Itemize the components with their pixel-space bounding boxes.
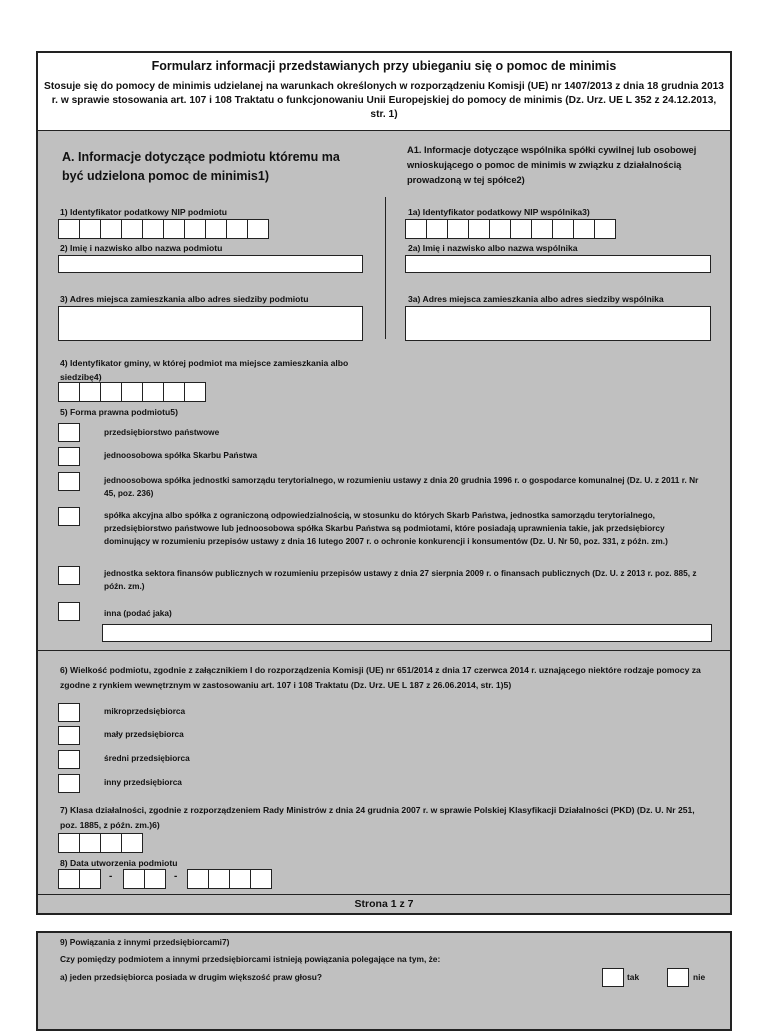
partner-address-label: 3a) Adres miejsca zamieszkania albo adres siedziby wspólnika xyxy=(408,294,664,304)
section-a-heading: A. Informacje dotyczące podmiotu któremu ma być udzielona pomoc de minimis1) xyxy=(62,150,340,183)
forma-checkbox-5[interactable] xyxy=(58,566,80,585)
date-month-cell[interactable] xyxy=(123,869,145,889)
forma-option-5: jednostka sektora finansów publicznych w rozumieniu przepisów ustawy z dnia 27 sierpnia 2009 r. o finansach publicznych (Dz. U. z 2013 r. poz. 885, z późn. zm.) xyxy=(104,568,697,591)
wielkosc-checkbox-1[interactable] xyxy=(58,703,80,722)
partner-nip-input[interactable] xyxy=(405,219,615,239)
partner-name-input[interactable] xyxy=(405,255,711,273)
yes-label: tak xyxy=(627,972,640,982)
nip-cell[interactable] xyxy=(226,219,248,239)
forma-checkbox-6[interactable] xyxy=(58,602,80,621)
no-checkbox[interactable] xyxy=(667,968,689,987)
section-a1-heading: A1. Informacje dotyczące wspólnika spółki cywilnej lub osobowej wnioskującego o pomoc de minimis w związku z działalnością prowadzoną w tej spółce2) xyxy=(407,145,697,185)
forma-option-1: przedsiębiorstwo państwowe xyxy=(104,427,220,437)
forma-label: 5) Forma prawna podmiotu5) xyxy=(60,407,178,417)
nip-cell[interactable] xyxy=(58,219,80,239)
partner-nip-cell[interactable] xyxy=(594,219,616,239)
page-2-section xyxy=(36,931,732,1031)
gmina-cell[interactable] xyxy=(79,382,101,402)
partner-nip-cell[interactable] xyxy=(468,219,490,239)
name-input[interactable] xyxy=(58,255,363,273)
partner-nip-cell[interactable] xyxy=(573,219,595,239)
name-label: 2) Imię i nazwisko albo nazwa podmiotu xyxy=(60,243,223,253)
forma-option-6: inna (podać jaka) xyxy=(104,608,172,618)
forma-checkbox-2[interactable] xyxy=(58,447,80,466)
address-input[interactable] xyxy=(58,306,363,341)
gmina-cell[interactable] xyxy=(163,382,185,402)
pkd-cell[interactable] xyxy=(58,833,80,853)
partner-nip-label: 1a) Identyfikator podatkowy NIP wspólnika3) xyxy=(408,207,590,217)
date-year-cell[interactable] xyxy=(187,869,209,889)
date-separator: - xyxy=(109,871,113,882)
gmina-cell[interactable] xyxy=(100,382,122,402)
pkd-cell[interactable] xyxy=(121,833,143,853)
date-day-input[interactable] xyxy=(58,869,100,889)
partner-nip-cell[interactable] xyxy=(552,219,574,239)
address-label: 3) Adres miejsca zamieszkania albo adres siedziby podmiotu xyxy=(60,294,309,304)
date-day-cell[interactable] xyxy=(58,869,80,889)
nip-cell[interactable] xyxy=(184,219,206,239)
forma-option-2: jednoosobowa spółka Skarbu Państwa xyxy=(104,450,258,460)
date-year-cell[interactable] xyxy=(208,869,230,889)
date-month-input[interactable] xyxy=(123,869,165,889)
date-day-cell[interactable] xyxy=(79,869,101,889)
gmina-cell[interactable] xyxy=(142,382,164,402)
powiazania-heading: 9) Powiązania z innymi przedsiębiorcami7) xyxy=(60,937,230,947)
nip-cell[interactable] xyxy=(142,219,164,239)
date-label: 8) Data utworzenia podmiotu xyxy=(60,858,178,868)
pkd-cell[interactable] xyxy=(100,833,122,853)
partner-nip-cell[interactable] xyxy=(405,219,427,239)
partner-nip-cell[interactable] xyxy=(426,219,448,239)
form-title: Formularz informacji przedstawianych przy ubieganiu się o pomoc de minimis xyxy=(36,51,732,78)
gmina-label: 4) Identyfikator gminy, w której podmiot ma miejsce zamieszkania albo siedzibę4) xyxy=(60,358,349,382)
wielkosc-checkbox-3[interactable] xyxy=(58,750,80,769)
partner-nip-cell[interactable] xyxy=(531,219,553,239)
date-year-cell[interactable] xyxy=(250,869,272,889)
partner-nip-cell[interactable] xyxy=(489,219,511,239)
date-separator: - xyxy=(174,871,178,882)
powiazania-item-a: a) jeden przedsiębiorca posiada w drugim większość praw głosu? xyxy=(60,972,323,982)
partner-nip-cell[interactable] xyxy=(447,219,469,239)
gmina-input[interactable] xyxy=(58,382,205,402)
wielkosc-option-4: inny przedsiębiorca xyxy=(104,777,182,787)
partner-nip-cell[interactable] xyxy=(510,219,532,239)
date-year-cell[interactable] xyxy=(229,869,251,889)
nip-cell[interactable] xyxy=(247,219,269,239)
nip-cell[interactable] xyxy=(100,219,122,239)
section-a-header xyxy=(36,131,386,198)
section-a1-header xyxy=(385,131,732,198)
wielkosc-option-2: mały przedsiębiorca xyxy=(104,729,184,739)
wielkosc-checkbox-2[interactable] xyxy=(58,726,80,745)
forma-other-input[interactable] xyxy=(102,624,712,642)
date-month-cell[interactable] xyxy=(144,869,166,889)
pkd-input[interactable] xyxy=(58,833,142,853)
no-label: nie xyxy=(693,972,706,982)
partner-name-label: 2a) Imię i nazwisko albo nazwa wspólnika xyxy=(408,243,578,253)
form-subtitle: Stosuje się do pomocy de minimis udzielanej na warunkach określonych w rozporządzeniu Komisji (UE) nr 1407/2013 z dnia 18 grudnia 2013 r. w sprawie stosowania art. 107 i 108 Traktatu o funkcjonowaniu Unii Europejskiej do pomocy de minimis (Dz. Urz. UE L 352 z 24.12.2013, str. 1) xyxy=(36,77,732,131)
gmina-cell[interactable] xyxy=(58,382,80,402)
wielkosc-option-1: mikroprzedsiębiorca xyxy=(104,706,186,716)
forma-checkbox-1[interactable] xyxy=(58,423,80,442)
pkd-label: 7) Klasa działalności, zgodnie z rozporządzeniem Rady Ministrów z dnia 24 grudnia 2007 r. w sprawie Polskiej Klasyfikacji Działalności (PKD) (Dz. U. Nr 251, poz. 1885, z późn. zm.)6) xyxy=(60,805,695,830)
nip-input[interactable] xyxy=(58,219,268,239)
page-footer: Strona 1 z 7 xyxy=(36,895,732,915)
pkd-cell[interactable] xyxy=(79,833,101,853)
nip-cell[interactable] xyxy=(79,219,101,239)
yes-checkbox[interactable] xyxy=(602,968,624,987)
gmina-cell[interactable] xyxy=(121,382,143,402)
partner-address-input[interactable] xyxy=(405,306,711,341)
forma-option-3: jednoosobowa spółka jednostki samorządu terytorialnego, w rozumieniu ustawy z dnia 20 grudnia 1996 r. o gospodarce komunalnej (Dz. U. z 2011 r. Nr 45, poz. 236) xyxy=(104,475,699,498)
nip-cell[interactable] xyxy=(163,219,185,239)
forma-checkbox-4[interactable] xyxy=(58,507,80,526)
gmina-cell[interactable] xyxy=(184,382,206,402)
wielkosc-checkbox-4[interactable] xyxy=(58,774,80,793)
nip-cell[interactable] xyxy=(205,219,227,239)
powiazania-question: Czy pomiędzy podmiotem a innymi przedsiębiorcami istnieją powiązania polegające na tym, że: xyxy=(60,954,441,964)
column-divider xyxy=(385,197,386,339)
nip-label: 1) Identyfikator podatkowy NIP podmiotu xyxy=(60,207,227,217)
forma-option-4: spółka akcyjna albo spółka z ograniczoną odpowiedzialnością, w stosunku do których Skarb Państwa, jednostka samorządu terytorialnego, przedsiębiorstwo państwowe lub jednoosobowa spółka Skarbu Państwa są podmiotami, które posiadają uprawnienia takie, jak przedsiębiorcy dominujący w rozumieniu przepisów ustawy z dnia 16 lutego 2007 r. o ochronie konkurencji i konsumentów (Dz. U. Nr 50, poz. 331, z późn. zm.) xyxy=(104,510,668,546)
forma-checkbox-3[interactable] xyxy=(58,472,80,491)
date-year-input[interactable] xyxy=(187,869,271,889)
wielkosc-option-3: średni przedsiębiorca xyxy=(104,753,190,763)
nip-cell[interactable] xyxy=(121,219,143,239)
wielkosc-label: 6) Wielkość podmiotu, zgodnie z załącznikiem I do rozporządzenia Komisji (UE) nr 651/2014 z dnia 17 czerwca 2014 r. uznającego niektóre rodzaje pomocy za zgodne z rynkiem wewnętrznym w zastosowaniu art. 107 i 108 Traktatu (Dz. Urz. UE L 187 z 26.06.2014, str. 1)5) xyxy=(60,665,701,690)
